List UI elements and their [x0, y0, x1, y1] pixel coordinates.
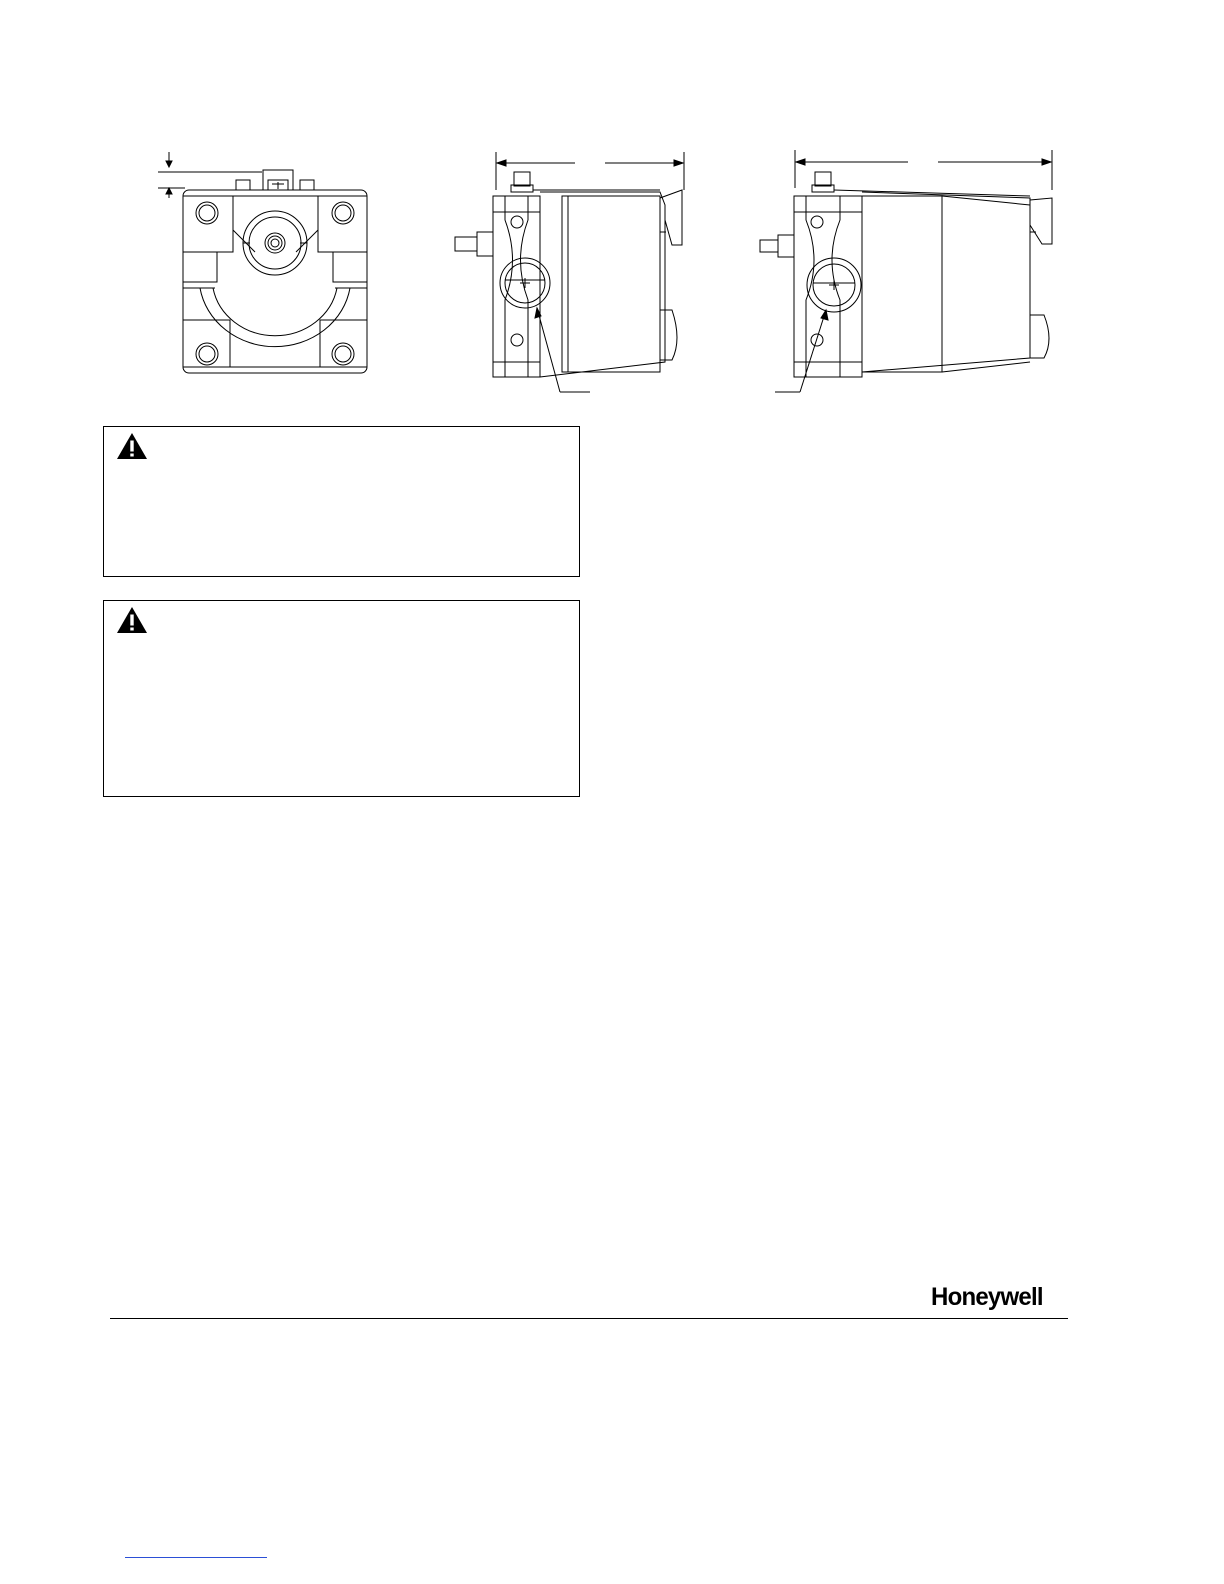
side-view-long-drawing: [760, 150, 1052, 392]
warning-triangle-icon: [116, 606, 148, 634]
footer-divider: [110, 1318, 1068, 1319]
dimension-drawings: [0, 130, 1224, 410]
front-view-drawing: [158, 152, 367, 373]
warning-box: [103, 600, 580, 797]
honeywell-logo: Honeywell: [931, 1283, 1043, 1311]
footer-link[interactable]: [125, 1557, 267, 1558]
warning-triangle-icon: [116, 432, 148, 460]
warning-box: [103, 426, 580, 577]
side-view-short-drawing: [455, 152, 684, 392]
